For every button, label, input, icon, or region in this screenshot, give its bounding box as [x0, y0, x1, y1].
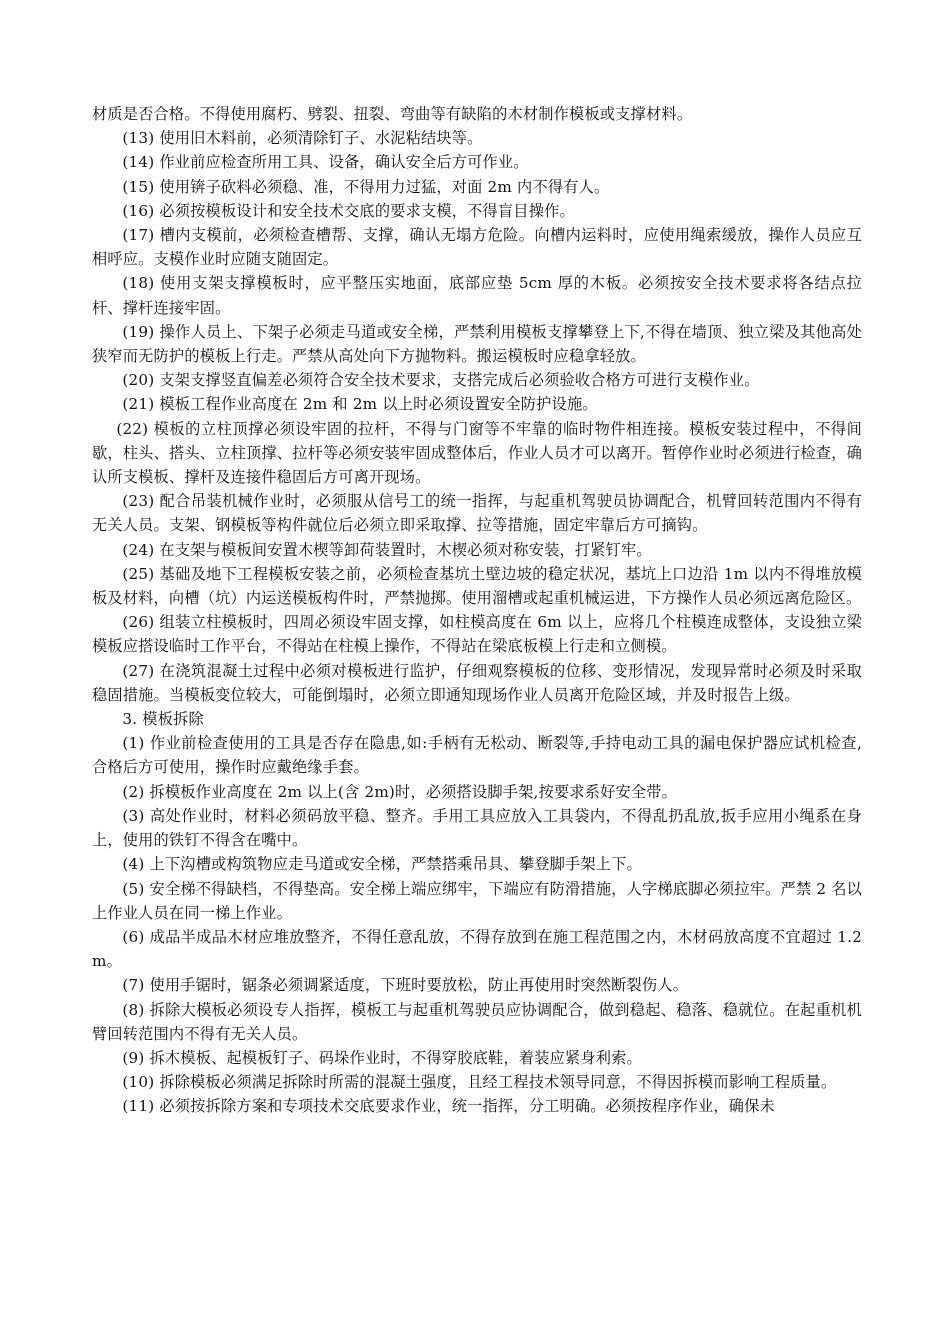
paragraph-15: (15) 使用锛子砍料必须稳、准，不得用力过猛，对面 2m 内不得有人。: [122, 177, 610, 196]
paragraph-13: (13) 使用旧木料前，必须清除钉子、水泥粘结块等。: [122, 129, 483, 148]
removal-paragraph-4: (4) 上下沟槽或构筑物应走马道或安全梯，严禁搭乘吊具、攀登脚手架上下。: [122, 855, 642, 874]
removal-paragraph-6: (6) 成品半成品木材应堆放整齐，不得任意乱放，不得存放到在施工程范围之内，木材码放高度不宜超过 1.2m。: [92, 927, 862, 971]
paragraph-24: (24) 在支架与模板间安置木楔等卸荷装置时，木楔必须对称安装，打紧钉牢。: [122, 540, 652, 559]
removal-paragraph-7: (7) 使用手锯时，锯条必须调紧适度，下班时要放松，防止再使用时突然断裂伤人。: [122, 976, 689, 995]
paragraph-22: (22) 模板的立柱顶撑必须设牢固的拉杆，不得与门窗等不牢靠的临时物件相连接。模板安装过程中，不得间歇，柱头、搭头、立柱顶撑、拉杆等必须安装牢固成整体后，作业人员才可以离开。暂停作业时必须进行检查，确认所支模板、撑杆及连接件稳固后方可离开现场。: [92, 419, 862, 487]
paragraph-14: (14) 作业前应检查所用工具、设备，确认安全后方可作业。: [122, 153, 529, 172]
paragraph-21: (21) 模板工程作业高度在 2m 和 2m 以上时必须设置安全防护设施。: [122, 395, 598, 414]
paragraph-26: (26) 组装立柱模板时，四周必须设牢固支撑，如柱模高度在 6m 以上，应将几个柱模连成整体，支设独立梁模板应搭设临时工作平台，不得站在柱模上操作，不得站在梁底板模上行走和立侧模。: [92, 613, 862, 656]
paragraph-20: (20) 支架支撑竖直偏差必须符合安全技术要求，支搭完成后必须验收合格方可进行支模作业。: [122, 371, 760, 390]
paragraph-23: (23) 配合吊装机械作业时，必须服从信号工的统一指挥，与起重机驾驶员协调配合，机臂回转范围内不得有无关人员。支架、钢模板等构件就位后必须立即采取撑、拉等措施，固定牢靠后方可摘钩。: [92, 492, 862, 535]
document-body: [92, 102, 862, 1119]
removal-paragraph-9: (9) 拆木模板、起模板钉子、码垛作业时，不得穿胶底鞋，着装应紧身利索。: [122, 1048, 642, 1067]
removal-paragraph-3: (3) 高处作业时，材料必须码放平稳、整齐。手用工具应放入工具袋内，不得乱扔乱放,扳手应用小绳系在身上，使用的铁钉不得含在嘴中。: [92, 806, 862, 850]
paragraph-25: (25) 基础及地下工程模板安装之前，必须检查基坑土壁边坡的稳定状况，基坑上口边沿 1m 以内不得堆放模板及材料，向槽（坑）内运送模板构件时，严禁抛掷。使用溜槽或起重机械运进，下方操作人员必须远离危险区。: [92, 564, 862, 608]
paragraph-16: (16) 必须按模板设计和安全技术交底的要求支模，不得盲目操作。: [122, 201, 575, 220]
paragraph-19: (19) 操作人员上、下架子必须走马道或安全梯，严禁利用模板支撑攀登上下,不得在墙顶、独立梁及其他高处狭窄而无防护的模板上行走。严禁从高处向下方抛物料。搬运模板时应稳拿轻放。: [92, 322, 862, 366]
removal-paragraph-1: (1) 作业前检查使用的工具是否存在隐患,如:手柄有无松动、断裂等,手持电动工具的漏电保护器应试机检查,合格后方可使用，操作时应戴绝缘手套。: [92, 734, 862, 777]
removal-paragraph-10: (10) 拆除模板必须满足拆除时所需的混凝土强度，且经工程技术领导同意，不得因拆模而影响工程质量。: [122, 1073, 837, 1092]
removal-paragraph-8: (8) 拆除大模板必须设专人指挥，模板工与起重机驾驶员应协调配合，做到稳起、稳落、稳就位。在起重机机臂回转范围内不得有无关人员。: [92, 1000, 862, 1043]
removal-paragraph-5: (5) 安全梯不得缺档，不得垫高。安全梯上端应绑牢，下端应有防滑措施，人字梯底脚必须拉牢。严禁 2 名以上作业人员在同一梯上作业。: [92, 879, 862, 922]
section-heading-formwork-removal: 3. 模板拆除: [122, 710, 204, 729]
paragraph-18: (18) 使用支架支撑模板时，应平整压实地面，底部应垫 5cm 厚的木板。必须按安全技术要求将各结点拉杆、撑杆连接牢固。: [92, 274, 862, 317]
paragraph-27: (27) 在浇筑混凝土过程中必须对模板进行监护，仔细观察模板的位移、变形情况，发现异常时必须及时采取稳固措施。当模板变位较大，可能倒塌时，必须立即通知现场作业人员离开危险区域，并及时报告上级。: [92, 661, 862, 704]
paragraph-intro: 材质是否合格。不得使用腐朽、劈裂、扭裂、弯曲等有缺陷的木材制作模板或支撑材料。: [92, 105, 693, 123]
removal-paragraph-2: (2) 拆模板作业高度在 2m 以上(含 2m)时，必须搭设脚手架,按要求系好安全带。: [122, 782, 678, 801]
removal-paragraph-11: (11) 必须按拆除方案和专项技术交底要求作业，统一指挥，分工明确。必须按程序作业，确保未: [122, 1097, 775, 1116]
paragraph-17: (17) 槽内支模前，必须检查槽帮、支撑，确认无塌方危险。向槽内运料时，应使用绳索缓放，操作人员应互相呼应。支模作业时应随支随固定。: [92, 226, 862, 269]
